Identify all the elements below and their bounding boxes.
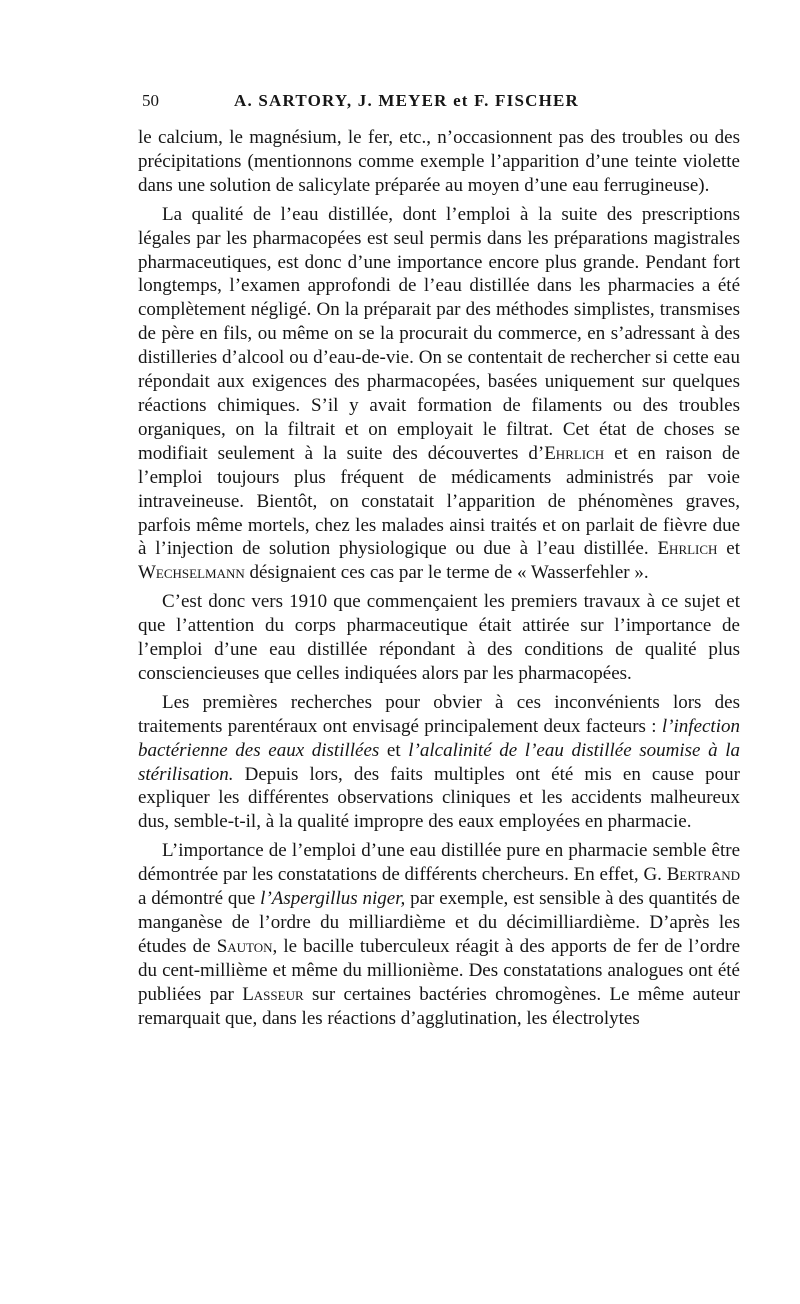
paragraph-2-text-3: et — [717, 538, 741, 560]
page-number: 50 — [142, 91, 159, 110]
paragraph-2-text-4: désignaient ces cas par le terme de « Wasserfehler ». — [244, 562, 649, 584]
paragraph-2-text-1: La qualité de l’eau distillée, dont l’emploi à la suite des prescriptions légales par les pharmacopées est seul permis dans les préparations magistrales pharmaceutiques, est donc d’une importance encore plus grande. Pendant fort longtemps, l’examen approfondi de l’eau distillée dans les pharmacies a été complètement négligé. On la préparait par des méthodes simplistes, transmises de père en fils, ou même on se la procurait du commerce, en s’adressant à des distilleries d’alcool ou d’eau-de-vie. On se contentait de rechercher si cette eau répondait aux exigences des pharmacopées, basées uniquement sur quelques réactions chimiques. S’il y avait formation de filaments ou des troubles organiques, on la filtrait et on employait le filtrat. Cet état de choses se modifiait seulement à la suite des découvertes d’ — [138, 203, 740, 464]
paragraph-4-text-2: et — [379, 739, 409, 761]
paragraph-2 — [138, 203, 740, 586]
paragraph-4-text-1: Les premières recherches pour obvier à ces inconvénients lors des traitements parentéraux ont envisagé principalement deux facteurs : — [138, 691, 740, 737]
paragraph-3 — [138, 590, 740, 686]
paragraph-5-text-5: sur certaines bactéries chromogènes. Le même auteur remarquait que, dans les réactions d’agglutination, les électrolytes — [138, 983, 740, 1029]
paragraph-4 — [138, 691, 740, 834]
author-name-ehrlich: Ehrlich — [544, 442, 605, 464]
paragraph-4-text-3: Depuis lors, des faits multiples ont été mis en cause pour expliquer les différentes observations cliniques et les accidents malheureux dus, semble-t-il, à la qualité impropre des eaux employées en pharmacie. — [138, 763, 740, 833]
body-text — [138, 126, 740, 1036]
author-name-bertrand: Bertrand — [666, 864, 740, 886]
paragraph-3-text: C’est donc vers 1910 que commençaient les premiers travaux à ce sujet et que l’attention du corps pharmaceutique était attirée sur l’importance de l’emploi d’une eau distillée répondant à des conditions de qualité plus consciencieuses que celles indiquées alors par les pharmacopées. — [138, 591, 740, 684]
paragraph-5 — [138, 839, 740, 1030]
paragraph-5-text-1: L’importance de l’emploi d’une eau distillée pure en pharmacie semble être démontrée par les constatations de différents chercheurs. En effet, G. — [138, 840, 740, 886]
author-name-sauton: Sauton — [216, 935, 273, 957]
author-name-wechselmann: Wechselmann — [138, 562, 245, 584]
paragraph-5-text-3: par exemple, est sensible à des quantités de manganèse de l’ordre du milliardième et du décimilliardième. D’après les études de — [138, 888, 740, 957]
paragraph-1-text: le calcium, le magnésium, le fer, etc., n’occasionnent pas des troubles ou des précipitations (mentionnons comme exemple l’apparition d’une teinte violette dans une solution de salicylate préparée au moyen d’une eau ferrugineuse). — [138, 127, 740, 196]
author-name-lasseur: Lasseur — [242, 983, 304, 1005]
paragraph-1 — [138, 126, 740, 198]
italic-phrase-infection: l’infection bactérienne des eaux distillées — [138, 715, 740, 761]
paragraph-5-text-4: , le bacille tuberculeux réagit à des apports de fer de l’ordre du cent-millième et même du millionième. Des constatations analogues ont été publiées par — [138, 935, 740, 1005]
page-header — [142, 90, 738, 114]
running-head-authors: A. SARTORY, J. MEYER et F. FISCHER — [234, 91, 580, 110]
paragraph-5-text-2: a démontré que — [138, 888, 261, 910]
author-name-ehrlich-2: Ehrlich — [657, 538, 718, 560]
paragraph-2-text-2: et en raison de l’emploi toujours plus fréquent de médicaments administrés par voie intraveineuse. Bientôt, on constatait l’apparition de phénomènes graves, parfois même mortels, chez les malades ainsi traités et on parlait de fièvre due à l’injection de solution physiologique ou due à l’eau distillée. — [138, 442, 740, 560]
italic-phrase-alcalinite: l’alcalinité de l’eau distillée soumise à la stérilisation. — [138, 739, 740, 785]
italic-species-aspergillus: l’Aspergillus niger, — [260, 888, 406, 910]
